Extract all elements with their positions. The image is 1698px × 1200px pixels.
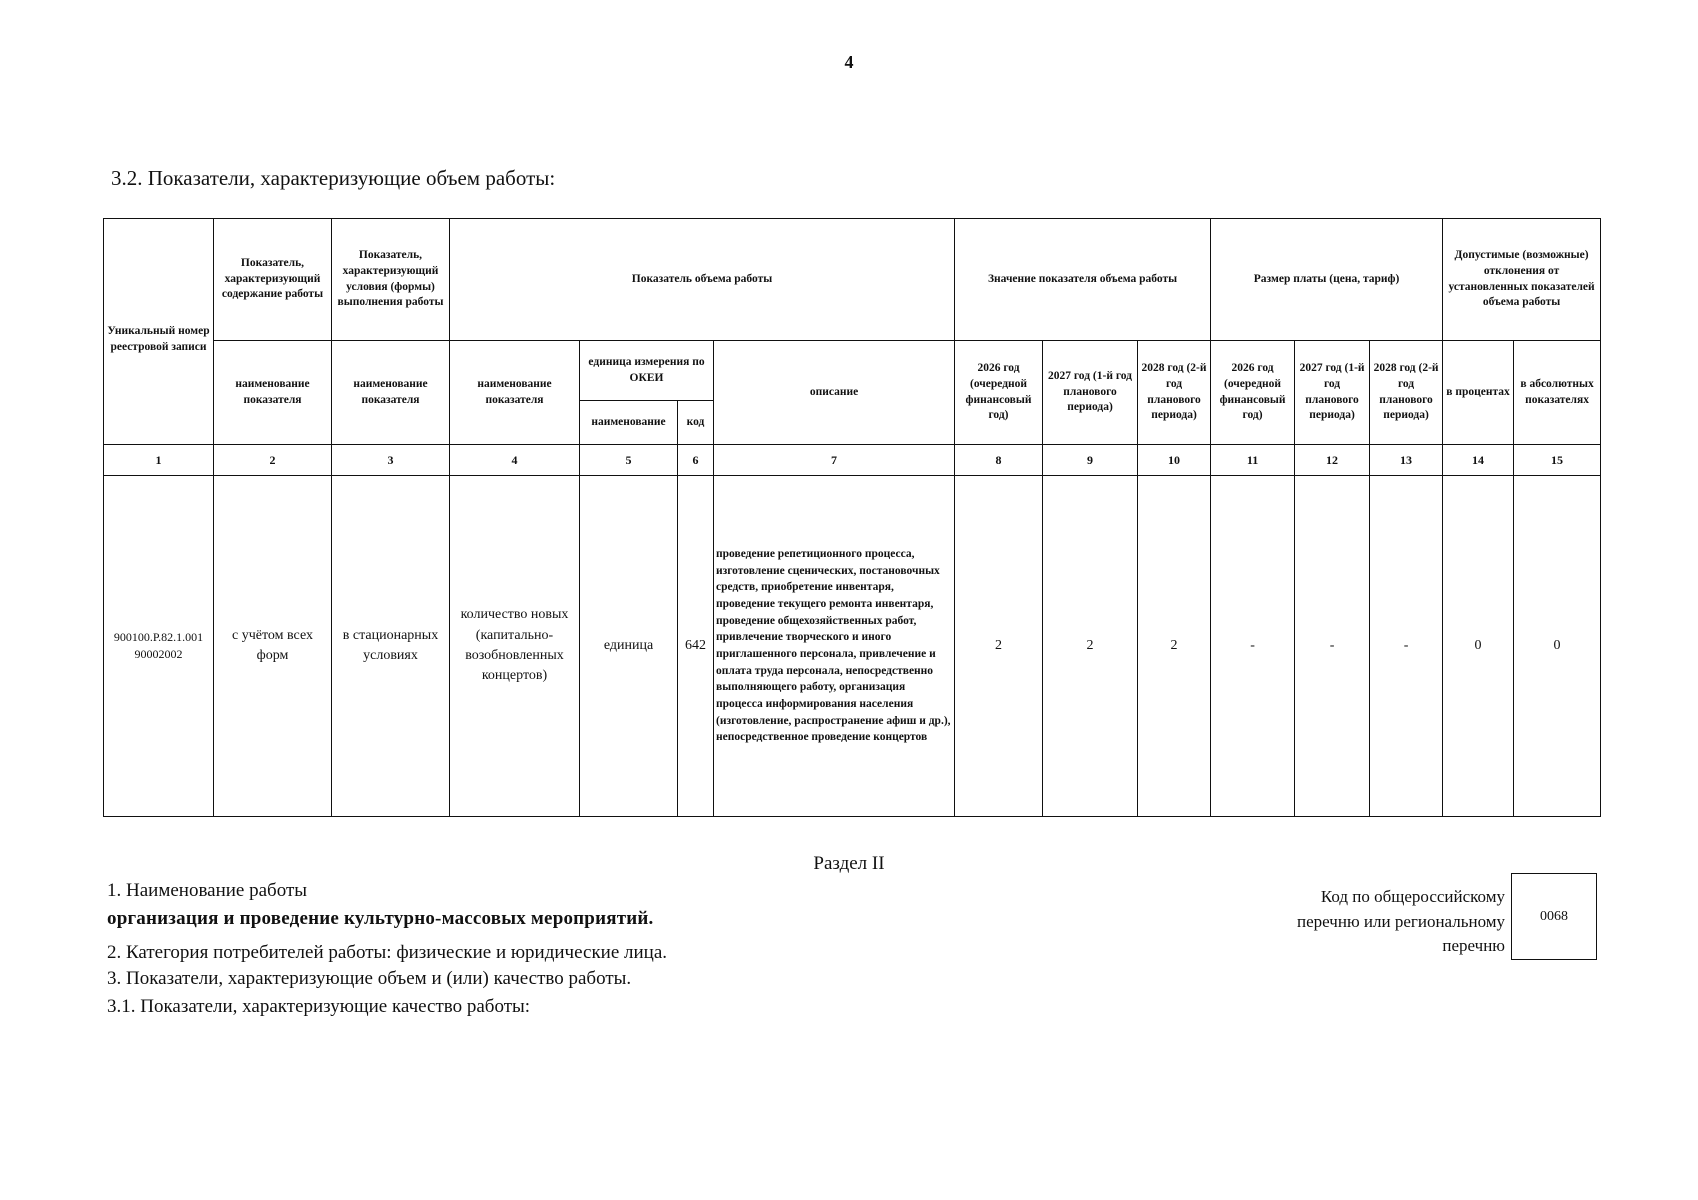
- table-row: [104, 476, 1601, 817]
- header-percent: в процентах: [1443, 341, 1514, 445]
- column-number: 1: [104, 445, 214, 476]
- code-box: 0068: [1511, 873, 1597, 960]
- cell-registry-number: 900100.Р.82.1.001 90002002: [104, 476, 214, 817]
- cell-fee-2027: -: [1295, 476, 1370, 817]
- consumers-line: 2. Категория потребителей работы: физические и юридические лица.: [107, 942, 668, 963]
- column-number: 3: [332, 445, 450, 476]
- cell-code: 642: [678, 476, 714, 817]
- column-number: 6: [678, 445, 714, 476]
- column-number: 11: [1211, 445, 1295, 476]
- header-volume-indicator: Показатель объема работы: [450, 219, 955, 341]
- header-name-indicator-3: наименование показателя: [332, 341, 450, 445]
- column-number: 7: [714, 445, 955, 476]
- section-heading: 3.2. Показатели, характеризующие объем работы:: [111, 166, 556, 190]
- header-description: описание: [714, 341, 955, 445]
- header-fee-2026: 2026 год (очередной финансовый год): [1211, 341, 1295, 445]
- column-number: 10: [1138, 445, 1211, 476]
- cell-value-2026: 2: [955, 476, 1043, 817]
- header-condition-indicator: Показатель, характеризующий условия (формы) выполнения работы: [332, 219, 450, 341]
- column-number: 12: [1295, 445, 1370, 476]
- column-number: 2: [214, 445, 332, 476]
- work-name: организация и проведение культурно-массовых мероприятий.: [107, 908, 654, 929]
- column-number: 14: [1443, 445, 1514, 476]
- header-fee: Размер платы (цена, тариф): [1211, 219, 1443, 341]
- column-number: 13: [1370, 445, 1443, 476]
- header-deviation: Допустимые (возможные) отклонения от установленных показателей объема работы: [1443, 219, 1601, 341]
- column-number: 4: [450, 445, 580, 476]
- header-registry-number: Уникальный номер реестровой записи: [104, 219, 214, 445]
- column-number: 5: [580, 445, 678, 476]
- header-name-indicator-4: наименование показателя: [450, 341, 580, 445]
- header-unit-name: наименование: [580, 401, 678, 445]
- cell-value-2027: 2: [1043, 476, 1138, 817]
- header-content-indicator: Показатель, характеризующий содержание работы: [214, 219, 332, 341]
- cell-description: проведение репетиционного процесса, изготовление сценических, постановочных средств, приобретение инвентаря, проведение текущего ремонта инвентаря, проведение общехозяйственных работ, привлечение творческого и иного приглашенного персонала, привлечение и оплата труда персонала, непосредственно выполняющего работу, организация процесса информирования населения (изготовление, распространение афиш и др.), непосредственное проведение концертов: [714, 476, 955, 817]
- header-value-2026: 2026 год (очередной финансовый год): [955, 341, 1043, 445]
- header-unit-okei: единица измерения по ОКЕИ: [580, 341, 714, 401]
- cell-value-2028: 2: [1138, 476, 1211, 817]
- column-number: 9: [1043, 445, 1138, 476]
- header-value-2027: 2027 год (1-й год планового периода): [1043, 341, 1138, 445]
- cell-indicator: количество новых (капитально-возобновленных концертов): [450, 476, 580, 817]
- cell-absolute: 0: [1514, 476, 1601, 817]
- cell-condition: в стационарных условиях: [332, 476, 450, 817]
- quality-line: 3.1. Показатели, характеризующие качество работы:: [107, 996, 531, 1017]
- header-unit-code: код: [678, 401, 714, 445]
- header-value-2028: 2028 год (2-й год планового периода): [1138, 341, 1211, 445]
- work-name-label: 1. Наименование работы: [107, 880, 308, 901]
- page-number: 4: [844, 52, 854, 72]
- cell-percent: 0: [1443, 476, 1514, 817]
- cell-content: с учётом всех форм: [214, 476, 332, 817]
- header-volume-value: Значение показателя объема работы: [955, 219, 1211, 341]
- header-absolute: в абсолютных показателях: [1514, 341, 1601, 445]
- header-fee-2027: 2027 год (1-й год планового периода): [1295, 341, 1370, 445]
- header-name-indicator-2: наименование показателя: [214, 341, 332, 445]
- cell-fee-2026: -: [1211, 476, 1295, 817]
- header-fee-2028: 2028 год (2-й год планового периода): [1370, 341, 1443, 445]
- code-label: Код по общероссийскому перечню или региональному перечню: [1297, 887, 1505, 956]
- section-title: Раздел II: [813, 853, 885, 874]
- cell-unit: единица: [580, 476, 678, 817]
- column-number: 8: [955, 445, 1043, 476]
- column-number: 15: [1514, 445, 1601, 476]
- volume-indicators-table: [103, 218, 1601, 817]
- cell-fee-2028: -: [1370, 476, 1443, 817]
- indicators-line: 3. Показатели, характеризующие объем и (или) качество работы.: [107, 968, 632, 989]
